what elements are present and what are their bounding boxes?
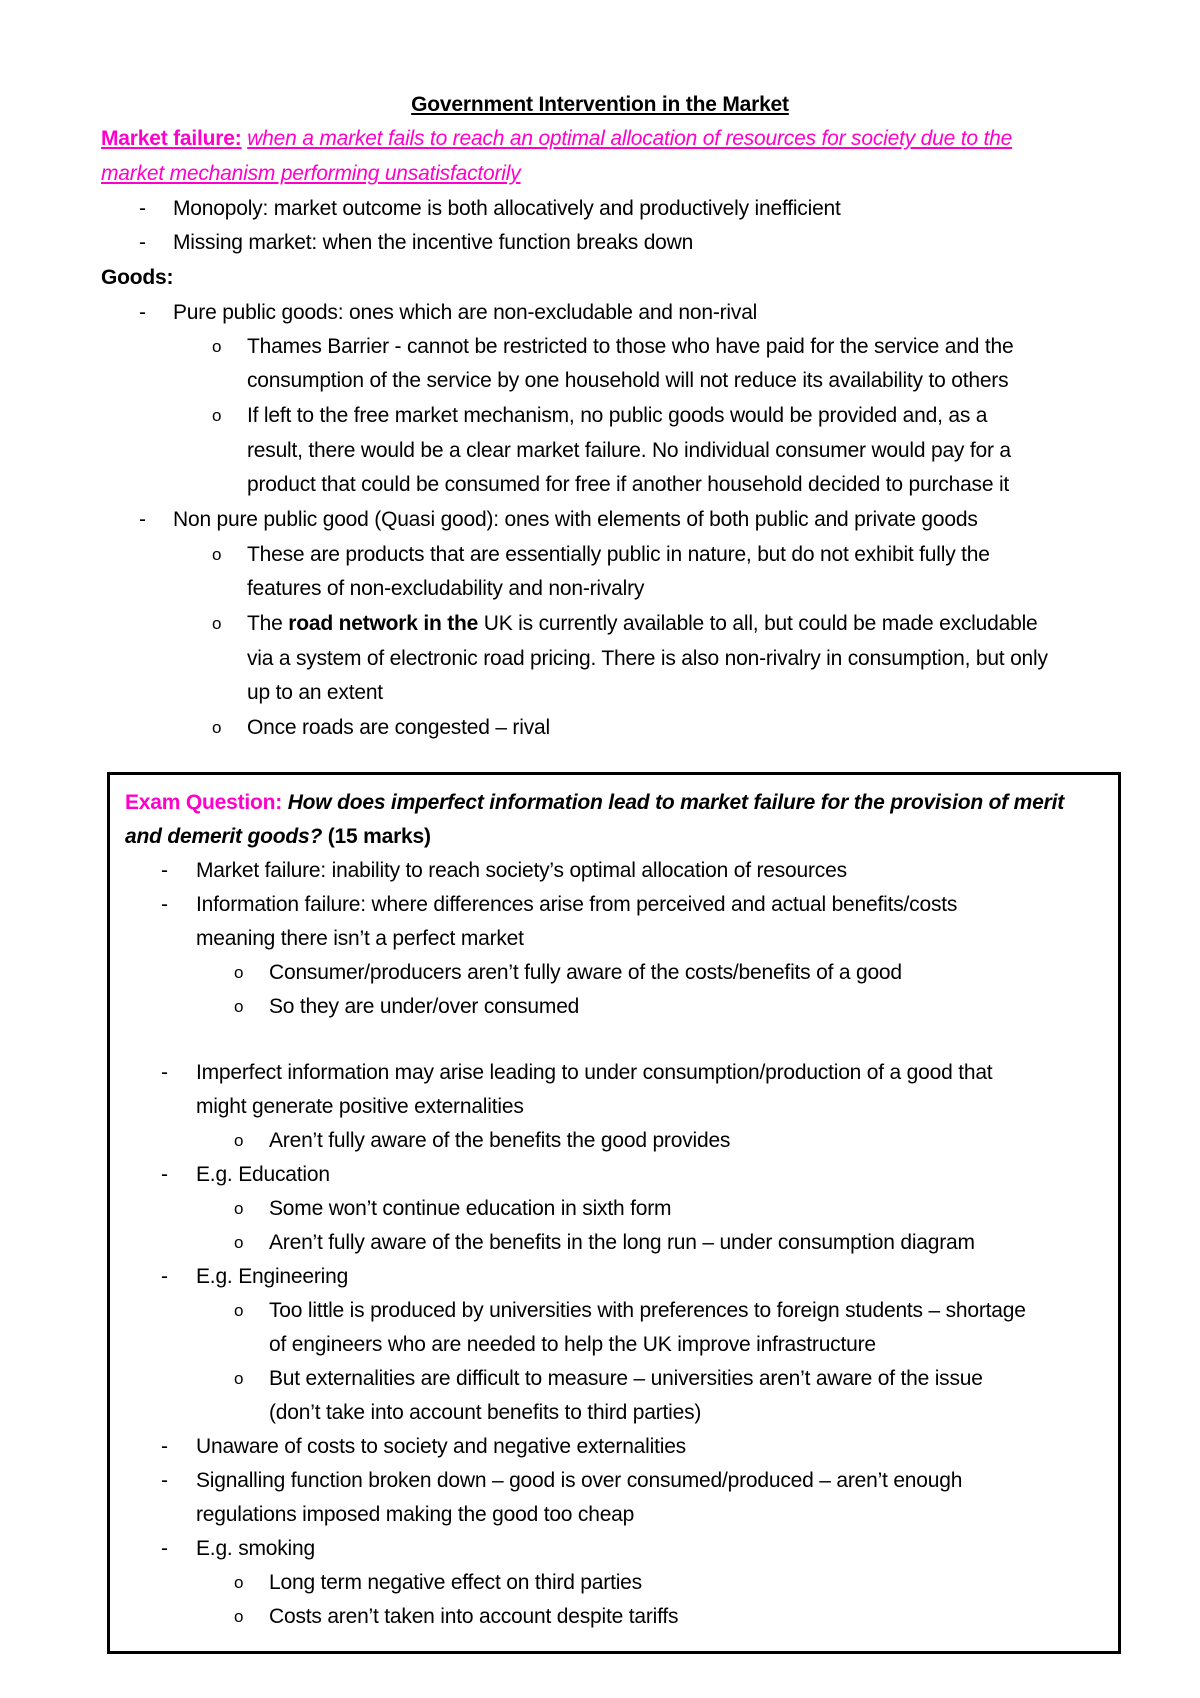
bullet-marker: o <box>234 1131 244 1150</box>
market-failure-definition-line-1 <box>101 126 1012 152</box>
dash-marker: - <box>161 1469 168 1492</box>
exam-line-education: E.g. Education <box>196 1163 330 1186</box>
exam-line-benefits-aware: Aren’t fully aware of the benefits the good provides <box>269 1129 731 1152</box>
dash-marker: - <box>161 1435 168 1458</box>
exam-line-information-failure-1: Information failure: where differences arise from perceived and actual benefits/costs <box>196 893 958 916</box>
dash-marker: - <box>161 1061 168 1084</box>
exam-line-under-over: So they are under/over consumed <box>269 995 580 1018</box>
exam-line-too-little-2: of engineers who are needed to help the UK improve infrastructure <box>269 1333 876 1356</box>
thames-barrier-line-2: consumption of the service by one household will not reduce its availability to others <box>247 369 1009 392</box>
road-network-line-3: up to an extent <box>247 681 383 704</box>
exam-line-sixth-form: Some won’t continue education in sixth form <box>269 1197 672 1220</box>
goods-heading: Goods: <box>101 266 174 289</box>
pure-public-goods: Pure public goods: ones which are non-excludable and non-rival <box>173 301 758 324</box>
bullet-marker: o <box>234 1301 244 1320</box>
exam-line-unaware-costs: Unaware of costs to society and negative externalities <box>196 1435 686 1458</box>
free-market-line-1: If left to the free market mechanism, no public goods would be provided and, as a <box>247 404 988 427</box>
exam-line-long-run: Aren’t fully aware of the benefits in the long run – under consumption diagram <box>269 1231 975 1254</box>
bullet-marker: o <box>212 614 222 633</box>
dash-marker: - <box>161 859 168 882</box>
bullet-marker: o <box>234 1573 244 1592</box>
dash-marker: - <box>139 508 146 531</box>
exam-line-long-term: Long term negative effect on third parties <box>269 1571 642 1594</box>
bullet-marker: o <box>234 1369 244 1388</box>
quasi-products-line-2: features of non-excludability and non-rivalry <box>247 577 645 600</box>
road-network-line-2: via a system of electronic road pricing. There is also non-rivalry in consumption, but only <box>247 647 1048 670</box>
dash-marker: - <box>139 197 146 220</box>
bullet-marker: o <box>234 997 244 1016</box>
exam-line-externalities-1: But externalities are difficult to measure – universities aren’t aware of the issue <box>269 1367 983 1390</box>
exam-line-signalling-2: regulations imposed making the good too cheap <box>196 1503 635 1526</box>
free-market-line-2: result, there would be a clear market failure. No individual consumer would pay for a <box>247 439 1011 462</box>
dash-marker: - <box>161 1537 168 1560</box>
quasi-public-goods: Non pure public good (Quasi good): ones with elements of both public and private goods <box>173 508 978 531</box>
exam-question-line-2 <box>125 824 431 850</box>
exam-question-text-1: How does imperfect information lead to market failure for the provision of merit <box>287 791 1065 814</box>
exam-line-tariffs: Costs aren’t taken into account despite tariffs <box>269 1605 679 1628</box>
dash-marker: - <box>161 1265 168 1288</box>
dash-marker: - <box>161 1163 168 1186</box>
road-network-bold: road network in the <box>288 612 479 635</box>
free-market-line-3: product that could be consumed for free if another household decided to purchase it <box>247 473 1010 496</box>
quasi-products-line-1: These are products that are essentially public in nature, but do not exhibit fully the <box>247 543 990 566</box>
exam-line-information-failure-2: meaning there isn’t a perfect market <box>196 927 524 950</box>
market-failure-definition-line-2: market mechanism performing unsatisfactorily <box>101 162 521 185</box>
dash-marker: - <box>161 893 168 916</box>
page-title: Government Intervention in the Market <box>411 93 789 116</box>
exam-marks: (15 marks) <box>327 825 431 848</box>
exam-question-text-2: and demerit goods? <box>125 825 323 848</box>
exam-line-engineering: E.g. Engineering <box>196 1265 349 1288</box>
bullet-marker: o <box>234 963 244 982</box>
exam-line-too-little-1: Too little is produced by universities with preferences to foreign students – shortage <box>269 1299 1026 1322</box>
exam-question-line-1 <box>125 790 1064 816</box>
exam-line-externalities-2: (don’t take into account benefits to third parties) <box>269 1401 702 1424</box>
exam-line-smoking: E.g. smoking <box>196 1537 315 1560</box>
market-failure-label: Market failure: <box>101 127 242 150</box>
bullet-marker: o <box>234 1607 244 1626</box>
bullet-marker: o <box>212 718 222 737</box>
missing-market-point: Missing market: when the incentive function breaks down <box>173 231 694 254</box>
bullet-marker: o <box>212 545 222 564</box>
exam-line-imperfect-info-2: might generate positive externalities <box>196 1095 524 1118</box>
road-network-pre: The <box>247 612 289 635</box>
road-network-line-1 <box>247 611 1038 637</box>
bullet-marker: o <box>212 337 222 356</box>
bullet-marker: o <box>212 406 222 425</box>
market-failure-definition: when a market fails to reach an optimal allocation of resources for society due to the <box>247 127 1013 150</box>
exam-line-imperfect-info-1: Imperfect information may arise leading to under consumption/production of a good that <box>196 1061 993 1084</box>
dash-marker: - <box>139 231 146 254</box>
congested-roads: Once roads are congested – rival <box>247 716 550 739</box>
monopoly-point: Monopoly: market outcome is both allocatively and productively inefficient <box>173 197 841 220</box>
exam-line-signalling-1: Signalling function broken down – good is over consumed/produced – aren’t enough <box>196 1469 963 1492</box>
exam-line-consumer-producers: Consumer/producers aren’t fully aware of the costs/benefits of a good <box>269 961 902 984</box>
road-network-post: UK is currently available to all, but could be made excludable <box>478 612 1038 635</box>
thames-barrier-line-1: Thames Barrier - cannot be restricted to those who have paid for the service and the <box>247 335 1014 358</box>
exam-line-market-failure: Market failure: inability to reach society’s optimal allocation of resources <box>196 859 847 882</box>
bullet-marker: o <box>234 1233 244 1252</box>
bullet-marker: o <box>234 1199 244 1218</box>
exam-question-label: Exam Question: <box>125 791 283 814</box>
dash-marker: - <box>139 301 146 324</box>
